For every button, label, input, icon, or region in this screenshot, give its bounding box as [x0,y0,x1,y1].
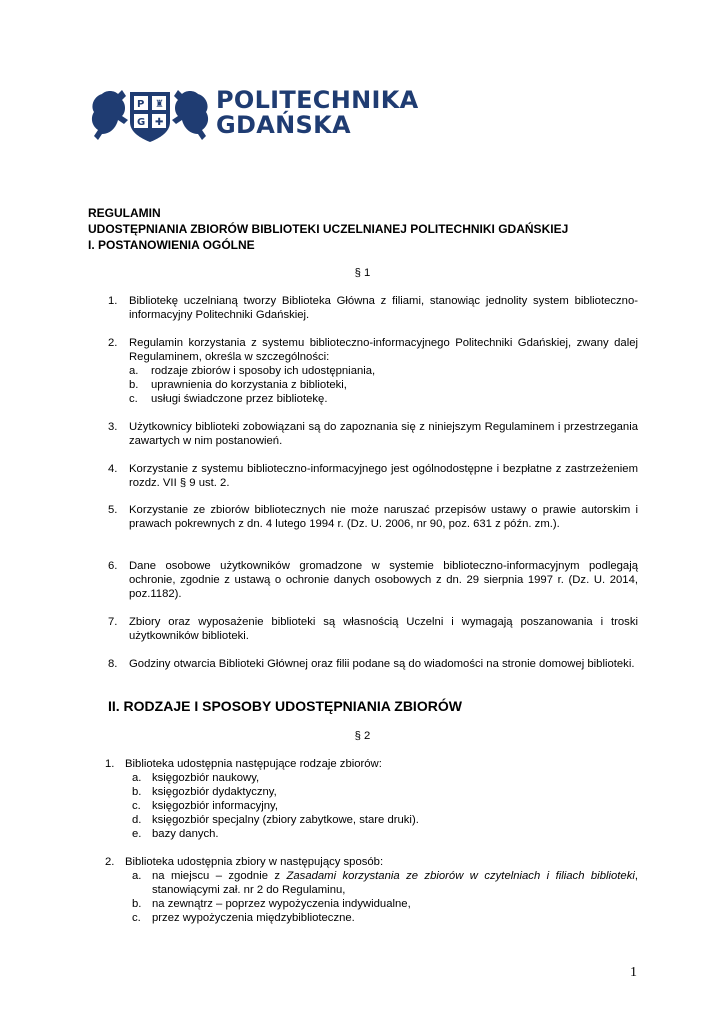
sub-text: księgozbiór dydaktyczny, [152,786,277,798]
list-text: Użytkownicy biblioteki zobowiązani są do zapoznania się z niniejszym Regulaminem i przestrzegania zawartych w nim postanowień. [129,421,638,447]
sub-text: rodzaje zbiorów i sposoby ich udostępniania, [151,365,376,377]
list-number: 8. [108,658,118,670]
sub-item-c [105,911,638,925]
paragraph-symbol-1: § 1 [354,267,371,279]
logo-line-2: GDAŃSKA [216,111,351,139]
svg-text:P: P [137,99,145,110]
list-text: Biblioteka udostępnia następujące rodzaje zbiorów: [125,758,382,770]
sub-text: na zewnątrz – poprzez wypożyczenia indywidualne, [152,898,411,910]
section-heading-2: II. RODZAJE I SPOSOBY UDOSTĘPNIANIA ZBIORÓW [108,698,462,714]
sub-letter: c. [132,800,141,812]
list-number: 2. [108,337,118,349]
sub-item-b [105,785,638,799]
sub-text: usługi świadczone przez bibliotekę. [151,393,328,405]
sub-text: przez wypożyczenia międzybiblioteczne. [152,912,355,924]
list-item-2 [108,336,638,406]
griffins-emblem-icon [88,84,212,144]
list-item-8 [108,657,638,671]
list-text: Biblioteka udostępnia zbiory w następujący sposób: [125,856,384,868]
sub-item-a [105,869,638,897]
list-text: Korzystanie z systemu biblioteczno-informacyjnego jest ogólnodostępne i bezpłatne z zastrzeżeniem rozdz. VII § 9 ust. 2. [129,463,638,489]
sub-text-italic: Zasadami korzystania ze zbiorów w czytelniach i filiach biblioteki [286,870,635,882]
list-item-7 [108,615,638,643]
list-item-5 [108,503,638,531]
list-number: 6. [108,560,118,572]
paragraph-symbol-2: § 2 [354,730,371,742]
sub-letter: a. [129,365,139,377]
heading-line-3: I. POSTANOWIENIA OGÓLNE [88,238,255,252]
section2-item-1 [105,757,638,841]
list-text: Bibliotekę uczelnianą tworzy Biblioteka Główna z filiami, stanowiąc jednolity system biblioteczno-informacyjny Politechniki Gdańskiej. [129,295,638,321]
page-number: 1 [630,965,637,980]
svg-text:G: G [137,117,146,128]
list-text: Godziny otwarcia Biblioteki Głównej oraz filii podane są do wiadomości na stronie domowej biblioteki. [129,658,635,670]
sub-text-post: , stanowiącymi zał. nr 2 do Regulaminu, [152,870,638,896]
section2-item-2 [105,855,638,925]
sub-item-c [105,799,638,813]
svg-text:♜: ♜ [155,99,164,110]
sub-letter: b. [129,379,139,391]
list-number: 4. [108,463,118,475]
heading-line-2: UDOSTĘPNIANIA ZBIORÓW BIBLIOTEKI UCZELNIANEJ POLITECHNIKI GDAŃSKIEJ [88,222,569,236]
sub-item-b [129,378,638,392]
sub-letter: b. [132,898,142,910]
list-text: Zbiory oraz wyposażenie biblioteki są własnością Uczelni i wymagają poszanowania i troski użytkowników biblioteki. [129,616,638,642]
logo-line-1: POLITECHNIKA [216,86,419,114]
list-item-6 [108,559,638,601]
list-item-4 [108,462,638,490]
sub-letter: b. [132,786,142,798]
list-number: 3. [108,421,118,433]
list-text: Regulamin korzystania z systemu biblioteczno-informacyjnego Politechniki Gdańskiej, zwany dalej Regulaminem, określa w szczególności: [129,337,638,363]
svg-text:✚: ✚ [155,117,164,128]
sub-letter: e. [132,828,142,840]
logo-text [216,88,418,138]
list-number: 7. [108,616,118,628]
sub-text: księgozbiór naukowy, [152,772,260,784]
logo [88,84,419,144]
sub-item-a [129,364,638,378]
list-text: Korzystanie ze zbiorów bibliotecznych nie może naruszać przepisów ustawy o prawie autorskim i prawach pokrewnych z dn. 4 lutego 1994 r. (Dz. U. 2006, nr 90, poz. 631 z późn. zm.). [129,504,638,530]
sub-text: księgozbiór specjalny (zbiory zabytkowe, stare druki). [152,814,419,826]
sub-letter: c. [129,393,138,405]
sub-item-b [105,897,638,911]
sub-item-a [105,771,638,785]
sub-letter: a. [132,870,142,882]
sub-text-pre: na miejscu – zgodnie z [152,870,287,882]
list-item-3 [108,420,638,448]
sub-letter: a. [132,772,142,784]
list-number: 5. [108,504,118,516]
heading-line-1: REGULAMIN [88,206,161,220]
list-number: 2. [105,856,115,868]
sub-letter: d. [132,814,142,826]
list-number: 1. [105,758,115,770]
sub-text: uprawnienia do korzystania z biblioteki, [151,379,347,391]
sub-text: księgozbiór informacyjny, [152,800,278,812]
sub-letter: c. [132,912,141,924]
sub-item-c [129,392,638,406]
sub-item-e [105,827,638,841]
sub-text: bazy danych. [152,828,219,840]
list-text: Dane osobowe użytkowników gromadzone w systemie biblioteczno-informacyjnym podlegają ochronie, zgodnie z ustawą o ochronie danych osobowych z dn. 29 sierpnia 1997 r. (Dz. U. 2014, poz.1182). [129,560,638,600]
list-number: 1. [108,295,118,307]
list-item-1 [108,294,638,322]
document-heading [88,205,568,253]
sub-item-d [105,813,638,827]
